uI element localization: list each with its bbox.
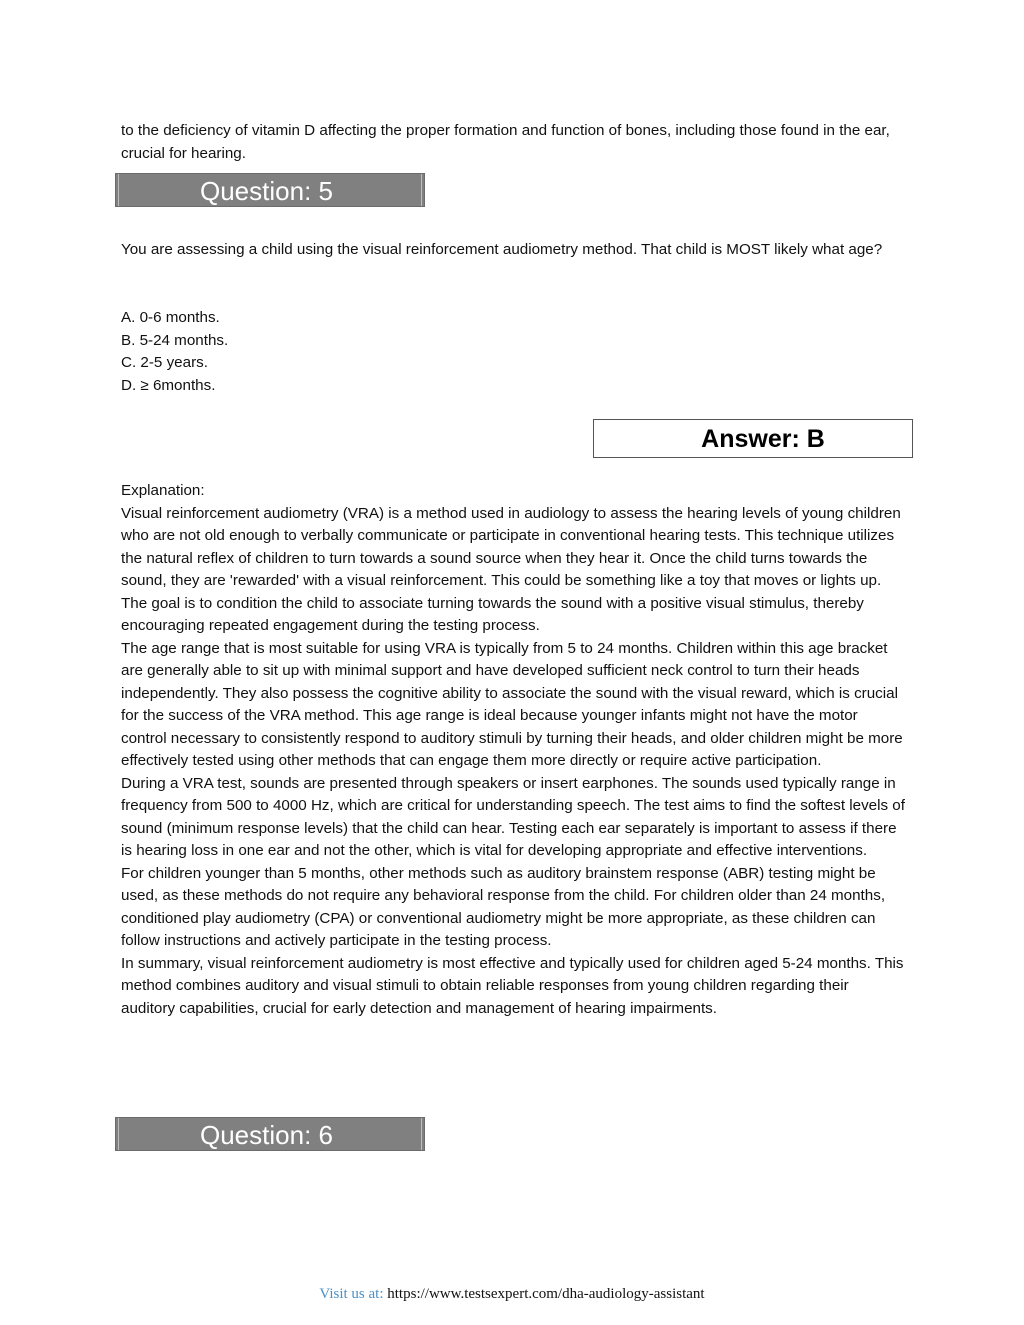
option-b: B. 5-24 months.: [121, 331, 229, 349]
question-5-heading: Question: 5: [200, 176, 333, 206]
answer-options: [121, 307, 906, 397]
page-footer: [0, 1285, 1024, 1303]
question-prompt-text: You are assessing a child using the visual reinforcement audiometry method. That child is MOST likely what age?: [121, 241, 883, 258]
intro-paragraph: [121, 120, 906, 165]
question-6-banner: [115, 1117, 425, 1151]
explanation-paragraph: The age range that is most suitable for using VRA is typically from 5 to 24 months. Children within this age bracket are generally able to sit up with minimal support and have developed sufficient neck control to turn their heads independently. They also possess the cognitive ability to associate the sound with the visual reward, which is crucial for the success of the VRA method. This age range is ideal because younger infants might not have the motor control necessary to consistently respond to auditory stimuli by turning their heads, and older children might be more effectively tested using other methods that can engage them more directly or require active participation.: [121, 639, 903, 769]
option-d: D. ≥ 6months.: [121, 376, 216, 394]
footer-url-link[interactable]: https://www.testsexpert.com/dha-audiology-assistant: [387, 1286, 705, 1302]
explanation-paragraph: During a VRA test, sounds are presented through speakers or insert earphones. The sounds used typically range in frequency from 500 to 4000 Hz, which are critical for understanding speech. The test aims to find the softest levels of sound (minimum response levels) that the child can hear. Testing each ear separately is important to assess if there is hearing loss in one ear and not the other, which is vital for developing appropriate and effective interventions.: [121, 774, 905, 859]
option-a: A. 0-6 months.: [121, 309, 220, 326]
answer-box: [593, 419, 913, 458]
explanation-label: Explanation:: [121, 482, 205, 499]
explanation-paragraph: Visual reinforcement audiometry (VRA) is a method used in audiology to assess the hearing levels of young children who are not old enough to verbally communicate or participate in conventional hearing tests. This technique utilizes the natural reflex of children to turn towards a sound source when they hear it. Once the child turns towards the sound, they are 'rewarded' with a visual reinforcement. This could be something like a toy that moves or lights up. The goal is to condition the child to associate turning towards the sound with a positive visual stimulus, thereby encouraging repeated engagement during the testing process.: [121, 504, 901, 634]
intro-text: to the deficiency of vitamin D affecting the proper formation and function of bones, including those found in the ear, crucial for hearing.: [121, 122, 890, 162]
answer-text: Answer: B: [701, 425, 825, 453]
explanation-paragraph: In summary, visual reinforcement audiometry is most effective and typically used for children aged 5-24 months. This method combines auditory and visual stimuli to obtain reliable responses from young children regarding their auditory capabilities, crucial for early detection and management of hearing impairments.: [121, 954, 904, 1017]
question-5-prompt: [121, 239, 906, 262]
option-c: C. 2-5 years.: [121, 354, 208, 371]
question-6-heading: Question: 6: [200, 1120, 333, 1150]
explanation-section: [121, 480, 906, 1020]
footer-label: Visit us at:: [319, 1286, 384, 1302]
explanation-paragraph: For children younger than 5 months, other methods such as auditory brainstem response (ABR) testing might be used, as these methods do not require any behavioral response from the child. For children older than 24 months, conditioned play audiometry (CPA) or conventional audiometry might be more appropriate, as these children can follow instructions and actively participate in the testing process.: [121, 864, 886, 949]
question-5-banner: [115, 173, 425, 207]
